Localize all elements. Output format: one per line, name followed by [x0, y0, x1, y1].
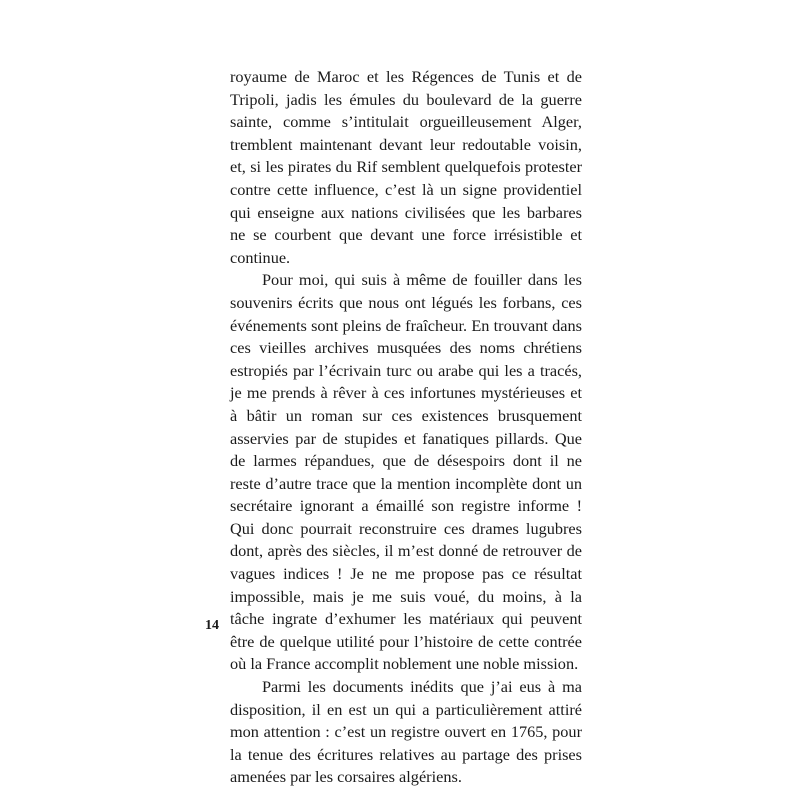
body-text: [230, 66, 582, 789]
paragraph-1: royaume de Maroc et les Régences de Tunis et de Tripoli, jadis les émules du boulevard de la guerre sainte, comme s’intitulait orgueilleusement Alger, tremblent maintenant devant leur redoutable voisin, et, si les pirates du Rif semblent quelquefois protester contre cette influence, c’est là un signe providentiel qui enseigne aux nations civilisées que les barbares ne se courbent que devant une force irrésistible et continue.: [230, 67, 582, 267]
paragraph-2: Pour moi, qui suis à même de fouiller dans les souvenirs écrits que nous ont légués les forbans, ces événements sont pleins de fraîcheur. En trouvant dans ces vieilles archives musquées des noms chrétiens estropiés par l’écrivain turc ou arabe qui les a tracés, je me prends à rêver à ces infortunes mystérieuses et à bâtir un roman sur ces existences brusquement asservies par de stupides et fanatiques pillards. Que de larmes répandues, que de désespoirs dont il ne reste d’autre trace que la mention incomplète dont un secrétaire ignorant a émaillé son registre informe ! Qui donc pourrait reconstruire ces drames lugubres dont, après des siècles, il m’est donné de retrouver de vagues indices ! Je ne me propose pas ce résultat impossible, mais je me suis voué, du moins, à la tâche ingrate d’exhumer les matériaux qui peuvent être de quelque utilité pour l’histoire de cette contrée où la France accomplit noblement une noble mission.: [230, 270, 582, 674]
page-number: 14: [205, 618, 219, 633]
paragraph-3: Parmi les documents inédits que j’ai eus à ma disposition, il en est un qui a particulièrement attiré mon attention : c’est un registre ouvert en 1765, pour la tenue des écritures relatives au partage des prises amenées par les corsaires algériens.: [230, 677, 582, 787]
